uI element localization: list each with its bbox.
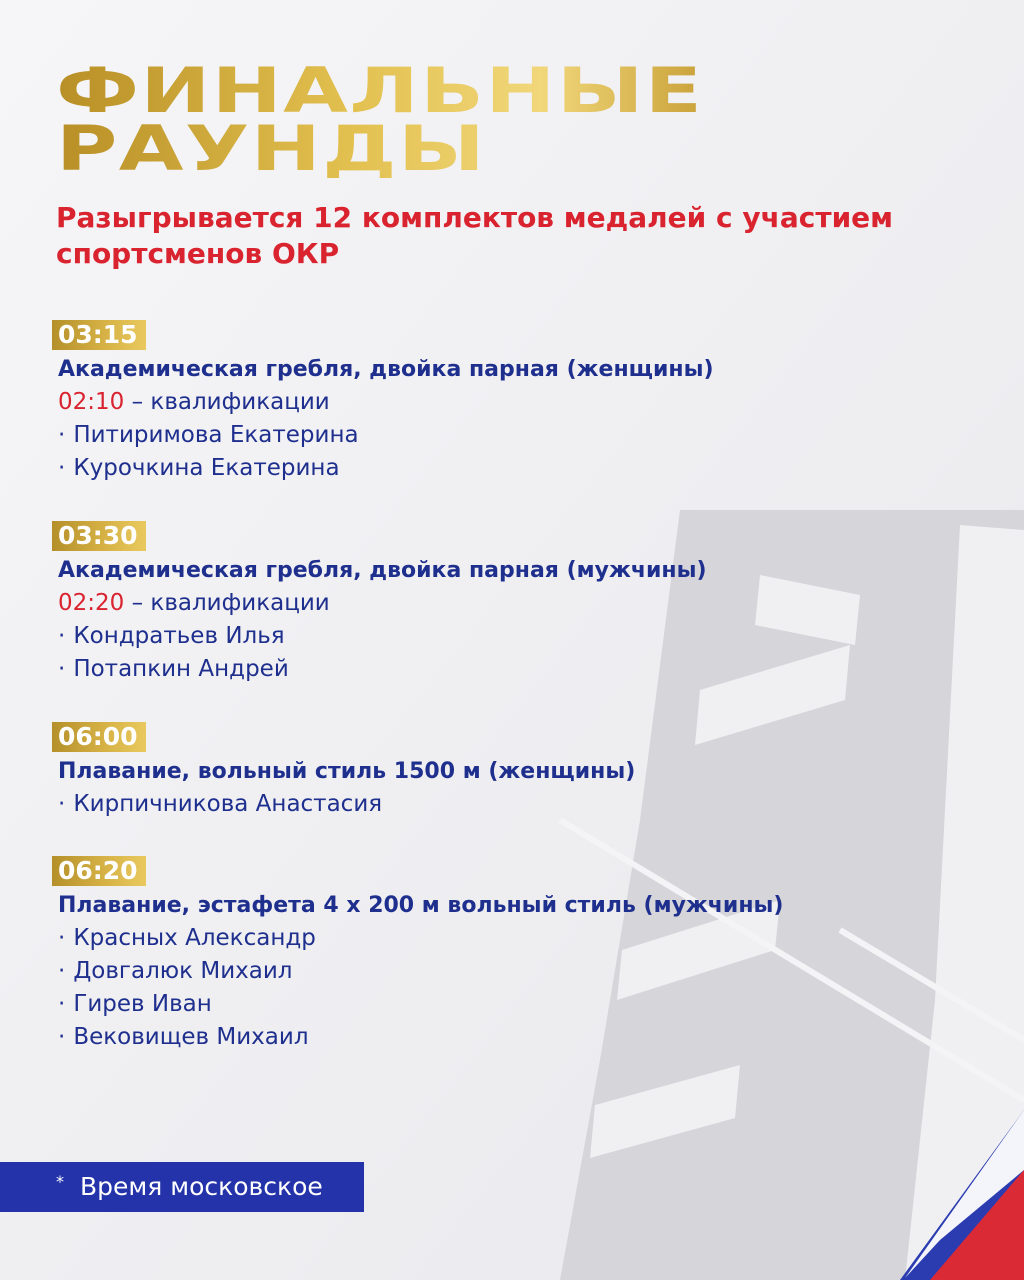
qualification-time: 02:10 bbox=[58, 389, 125, 415]
athlete-item: · Красных Александр bbox=[58, 925, 316, 951]
athlete-item: · Кирпичникова Анастасия bbox=[58, 791, 383, 817]
event-block bbox=[52, 521, 707, 686]
event-name: Плавание, вольный стиль 1500 м (женщины) bbox=[58, 759, 636, 784]
timezone-note-text: Время московское bbox=[80, 1172, 323, 1201]
athlete-item: · Кондратьев Илья bbox=[58, 623, 285, 649]
snowflake-icon: * bbox=[56, 1172, 64, 1191]
event-name: Плавание, эстафета 4 х 200 м вольный стиль (мужчины) bbox=[58, 893, 784, 918]
event-block bbox=[52, 856, 783, 1054]
event-block bbox=[52, 320, 714, 485]
event-name: Академическая гребля, двойка парная (мужчины) bbox=[58, 558, 707, 583]
qualification-time: 02:20 bbox=[58, 590, 125, 616]
athlete-item: · Вековищев Михаил bbox=[58, 1024, 309, 1050]
time-badge: 03:15 bbox=[52, 320, 146, 350]
qualification-label: – квалификации bbox=[131, 590, 330, 616]
athlete-item: · Довгалюк Михаил bbox=[58, 958, 293, 984]
qualification-label: – квалификации bbox=[131, 389, 330, 415]
qualification-line bbox=[58, 386, 714, 419]
event-block bbox=[52, 722, 635, 821]
subtitle: Разыгрывается 12 комплектов медалей с участием спортсменов ОКР bbox=[56, 201, 894, 270]
event-name: Академическая гребля, двойка парная (женщины) bbox=[58, 357, 714, 382]
athlete-item: · Курочкина Екатерина bbox=[58, 455, 340, 481]
time-badge: 06:00 bbox=[52, 722, 146, 752]
title-line-1: ФИНАЛЬНЫЕ bbox=[56, 54, 704, 127]
athlete-item: · Гирев Иван bbox=[58, 991, 212, 1017]
qualification-line bbox=[58, 587, 707, 620]
timezone-note bbox=[0, 1162, 364, 1212]
page-title bbox=[56, 54, 704, 185]
athlete-item: · Питиримова Екатерина bbox=[58, 422, 359, 448]
title-line-2: РАУНДЫ bbox=[56, 112, 487, 185]
athlete-item: · Потапкин Андрей bbox=[58, 656, 289, 682]
time-badge: 03:30 bbox=[52, 521, 146, 551]
time-badge: 06:20 bbox=[52, 856, 146, 886]
